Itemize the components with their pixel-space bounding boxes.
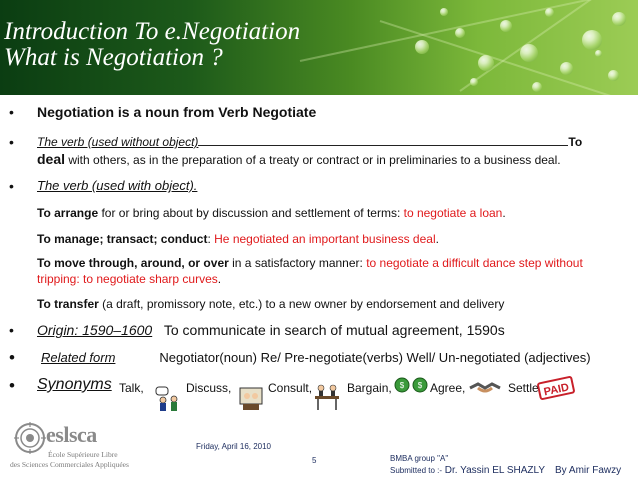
deal-word: deal [37,151,66,167]
verb-with-object: The verb (used with object). [37,178,198,193]
origin-text: To communicate in search of mutual agreement, 1590s [163,322,505,338]
synonym-talk: Talk, [119,381,144,395]
author-label: By Amir Fawzy [555,465,622,476]
bullet-dot: • [9,178,14,194]
logo-subtitle-1: École Supérieure Libre [48,450,118,459]
related-form-text: Negotiator(noun) Re/ Pre-negotiate(verbs) Well/ Un-negotiated (adjectives) [159,350,591,365]
definition-term: To transfer [37,297,99,311]
bullet-dot: • [9,322,14,338]
definition-end: . [217,272,222,286]
paid-stamp-text: PAID [542,381,571,399]
definition-end: . [502,206,506,220]
eslsca-logo-text: eslsca [46,422,97,447]
group-label: BMBA group "A" [390,454,449,463]
slide-title-line2: What is Negotiation ? [4,44,223,71]
blank-line [198,145,568,146]
bargain-icon [394,376,430,394]
header-banner [0,0,638,95]
definition-term: To manage; transact; conduct [37,232,208,246]
discuss-icon [238,386,264,412]
handshake-icon [468,378,502,398]
deal-definition: with others, as in the preparation of a treaty or contract or in preliminaries to a business deal. [65,153,561,167]
submitted-to [390,465,545,476]
synonym-settle: Settle [508,381,539,395]
definition-text: : [207,232,215,246]
synonyms-label: Synonyms [37,376,112,393]
synonym-discuss: Discuss, [186,381,232,395]
submitted-name: Dr. Yassin EL SHAZLY [442,465,546,476]
origin-label: Origin: 1590–1600 [37,322,153,338]
definition-text: (a draft, promissory note, etc.) to a new owner by endorsement and delivery [98,297,505,311]
talk-icon [155,386,181,412]
consult-icon [312,382,342,412]
bullet-dot: • [9,104,14,120]
definition-term: To move through, around, or over [37,256,229,270]
slide-title-line1: Introduction To e.Negotiation [4,18,301,45]
paid-stamp-icon [536,374,576,402]
synonym-consult: Consult, [268,381,313,395]
submitted-prefix: Submitted to :- [390,466,443,475]
bullet-dot: • [9,348,15,367]
page-number: 5 [312,456,317,465]
definition-term: To arrange [37,206,99,220]
svg-text:$: $ [399,381,405,390]
synonym-bargain: Bargain, [347,381,392,395]
bullet-text: Negotiation is a noun from Verb Negotiate [37,104,317,120]
definition-example: to negotiate a difficult dance step without tripping: to negotiate sharp curves [37,256,583,286]
synonym-agree: Agree, [430,381,466,395]
related-form-label: Related form [41,350,116,365]
definition-example: He negotiated an important business deal [214,232,436,246]
verb-without-object: The verb (used without object) [37,135,199,149]
to-word: To [568,135,583,149]
footer-date: Friday, April 16, 2010 [196,442,272,451]
eslsca-logo-icon [14,422,46,454]
definition-text: for or bring about by discussion and settlement of terms: [98,206,404,220]
bullet-dot: • [9,134,14,150]
definition-text: in a satisfactory manner: [228,256,367,270]
bullet-dot: • [9,376,15,395]
definition-end: . [435,232,439,246]
svg-text:$: $ [417,381,423,390]
slide-footer [0,418,638,478]
logo-subtitle-2: des Sciences Commerciales Appliquées [10,460,129,469]
synonyms-row [0,378,638,412]
definition-example: to negotiate a loan [403,206,503,220]
